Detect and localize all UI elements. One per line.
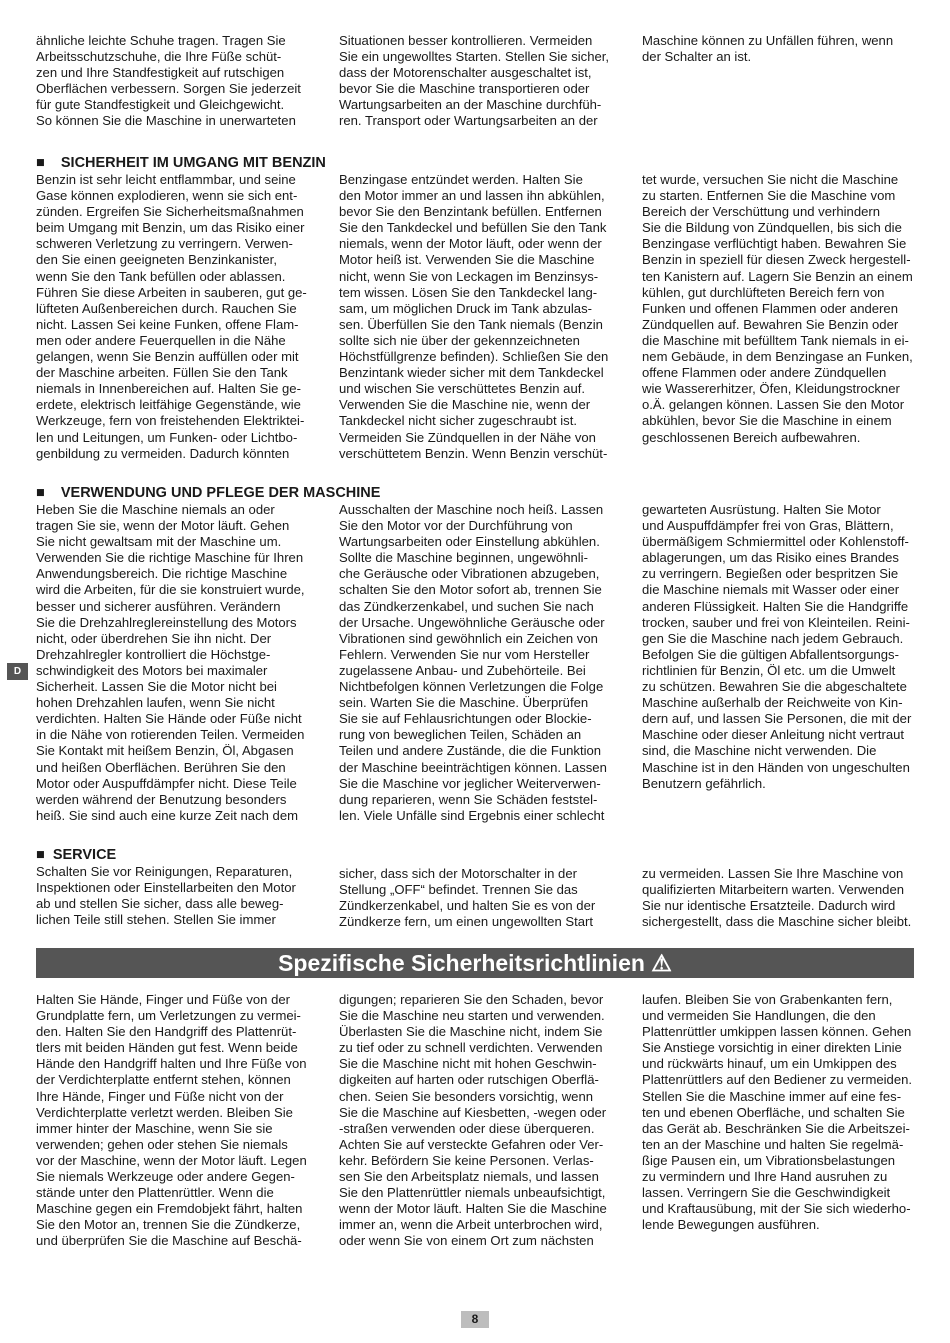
verwendung-heading: ■ VERWENDUNG UND PFLEGE DER MASCHINE — [36, 485, 381, 501]
verwendung-col-2: Ausschalten der Maschine noch heiß. Lassen Sie den Motor vor der Durchführung von Wartungsarbeiten oder Einstellung abkühlen. Sollte die Maschine beginnen, ungewöhnli- che Geräusche oder Vibrationen abzugeben, schalten Sie den Motor sofort ab, trennen Sie das Zündkerzenkabel, und suchen Sie nach der Ursache. Ungewöhnliche Geräusche oder Vibrationen sind gewöhnlich ein Zeichen von Fehlern. Verwenden Sie nur vom Hersteller zugelassene Anbau- und Zubehörteile. Bei Nichtbefolgen können Verletzungen die Folge sein. Warten Sie die Maschine. Überprüfen Sie sie auf Fehlausrichtungen oder Blockie- rung von beweglichen Teilen, Schäden an Teilen und andere Zustände, die die Funktion der Maschine beeinträchtigen können. Lassen Sie die Maschine vor jeglicher Weiterverwen- dung reparieren, wenn Sie Schäden feststel- len. Viele Unfälle sind Ergebnis einer schlecht — [339, 502, 607, 823]
language-tab: D — [7, 663, 28, 680]
service-col-3: zu vermeiden. Lassen Sie Ihre Maschine von qualifizierten Mitarbeitern warten. Verwenden Sie nur identische Ersatzteile. Dadurch wird sichergestellt, dass die Maschine sicher bleibt. — [642, 866, 912, 930]
verwendung-col-3: gewarteten Ausrüstung. Halten Sie Motor und Auspuffdämpfer frei von Gras, Blättern, übermäßigem Schmiermittel oder Kohlenstoff- ablagerungen, um das Risiko eines Brandes zu verringern. Begießen oder bespritzen Sie die Maschine niemals mit Wasser oder einer anderen Flüssigkeit. Halten Sie die Handgriffe trocken, sauber und frei von Kleinteilen. Reini- gen Sie die Maschine nach jedem Gebrauch. Befolgen Sie die gültigen Abfallentsorgungs- richtlinien für Benzin, Öl etc. um die Umwelt zu schützen. Bewahren Sie die abgeschaltete Maschine außerhalb der Reichweite von Kin- dern auf, und lassen Sie Personen, die mit der Maschine oder dieser Anleitung nicht vertraut sind, die Maschine nicht verwenden. Die Maschine ist in den Händen von ungeschulten Benutzern gefährlich. — [642, 502, 912, 791]
verwendung-col-1: Heben Sie die Maschine niemals an oder tragen Sie sie, wenn der Motor läuft. Gehen Sie nicht gewaltsam mit der Maschine um. Verwenden Sie die richtige Maschine für Ihren Anwendungsbereich. Die richtige Maschine wird die Arbeiten, für die sie konstruiert wurde, besser und sicherer ausführen. Verändern Sie die Drehzahlreglereinstellung des Motors nicht, oder überdrehen Sie ihn nicht. Der Drehzahlregler kontrolliert die Höchstge- schwindigkeit des Motors bei maximaler Sicherheit. Lassen Sie die Motor nicht bei hohen Drehzahlen laufen, wenn Sie nicht verdichten. Halten Sie Hände oder Füße nicht in die Nähe von rotierenden Teilen. Vermeiden Sie Kontakt mit heißem Benzin, Öl, Abgasen und heißen Oberflächen. Berühren Sie den Motor oder Auspuffdämpfer nicht. Diese Teile werden während der Benutzung besonders heiß. Sie sind auch eine kurze Zeit nach dem — [36, 502, 305, 823]
spezifisch-section — [36, 992, 914, 1250]
benzin-col-2: Benzingase entzündet werden. Halten Sie den Motor immer an und lassen ihn abkühlen, bevor Sie den Benzintank befüllen. Entfernen Sie den Tankdeckel und befüllen Sie den Tank niemals, wenn der Motor läuft, oder wenn der Motor heiß ist. Verwenden Sie die Maschine nicht, wenn Sie von Leckagen im Benzinsys- tem wissen. Lösen Sie den Tankdeckel lang- sam, um möglichen Druck im Tank abzulas- sen. Überfüllen Sie den Tank niemals (Benzin sollte sich nie über der gekennzeichneten Höchstfüllgrenze befinden). Schließen Sie den Benzintank wieder sicher mit dem Tankdeckel und wischen Sie verschüttetes Benzin auf. Verwenden Sie die Maschine nie, wenn der Tankdeckel nicht sicher zugeschraubt ist. Vermeiden Sie Zündquellen in der Nähe von verschüttetem Benzin. Wenn Benzin verschüt- — [339, 172, 609, 461]
intro-col-3: Maschine können zu Unfällen führen, wenn der Schalter an ist. — [642, 33, 894, 65]
service-heading: ■ SERVICE — [36, 847, 117, 863]
benzin-section — [36, 155, 914, 462]
intro-col-1: ähnliche leichte Schuhe tragen. Tragen Sie Arbeitsschutzschuhe, die Ihre Füße schüt- zen und Ihre Standfestigkeit auf rutschigen Oberflächen verbessern. Sorgen Sie jederzeit für gute Standfestigkeit und Gleichgewicht. So können Sie die Maschine in unerwarteten — [36, 33, 301, 129]
spezifisch-col-2: digungen; reparieren Sie den Schaden, bevor Sie die Maschine neu starten und verwenden. Überlasten Sie die Maschine nicht, indem Sie zu tief oder zu schnell verdichten. Verwenden Sie die Maschine nicht mit hohen Geschwin- digkeiten auf harten oder rutschigen Oberflä- chen. Seien Sie besonders vorsichtig, wenn Sie die Maschine auf Kiesbetten, -wegen oder -straßen verwenden oder diese überqueren. Achten Sie auf versteckte Gefahren oder Ver- kehr. Befördern Sie keine Personen. Verlas- sen Sie den Arbeitsplatz niemals, und lassen Sie den Plattenrüttler niemals unbeaufsichtigt, wenn der Motor läuft. Halten Sie die Maschine immer an, wenn die Arbeit unterbrochen wird, oder wenn Sie von einem Ort zum nächsten — [339, 992, 607, 1249]
spezifisch-banner: Spezifische Sicherheitsrichtlinien ⚠ — [36, 948, 914, 978]
spezifisch-col-1: Halten Sie Hände, Finger und Füße von der Grundplatte fern, um Verletzungen zu vermei- den. Halten Sie den Handgriff des Plattenrüt- tlers mit beiden Händen gut fest. Wenn beide Hände den Handgriff halten und Ihre Füße von der Verdichterplatte entfernt stehen, können Ihre Hände, Finger und Füße nicht von der Verdichterplatte verletzt werden. Bleiben Sie immer hinter der Maschine, wenn Sie sie verwenden; gehen oder stehen Sie niemals vor der Maschine, wenn der Motor läuft. Legen Sie niemals Werkzeuge oder andere Gegen- stände unter den Plattenrüttler. Wenn die Maschine gegen ein Fremdobjekt fährt, halten Sie den Motor an, trennen Sie die Zündkerze, und überprüfen Sie die Maschine auf Beschä- — [36, 992, 307, 1249]
intro-col-2: Situationen besser kontrollieren. Vermeiden Sie ein ungewolltes Starten. Stellen Sie sicher, dass der Motorenschalter ausgeschaltet ist, bevor Sie die Maschine transportieren oder Wartungsarbeiten an der Maschine durchfüh- ren. Transport oder Wartungsarbeiten an der — [339, 33, 610, 129]
page-number: 8 — [461, 1311, 489, 1328]
benzin-col-1: Benzin ist sehr leicht entflammbar, und seine Gase können explodieren, wenn sie sich ent- zünden. Ergreifen Sie Sicherheitsmaßnahmen beim Umgang mit Benzin, um das Risiko einer schweren Verletzung zu verringern. Verwen- den Sie einen geeigneten Benzinkanister, wenn Sie den Tank befüllen oder ablassen. Führen Sie diese Arbeiten in sauberen, gut ge- lüfteten Außenbereichen durch. Rauchen Sie nicht. Lassen Sei keine Funken, offene Flam- men oder andere Feuerquellen in die Nähe gelangen, wenn Sie Benzin auffüllen oder mit der Maschine arbeiten. Füllen Sie den Tank niemals in Innenbereichen auf. Halten Sie ge- erdete, elektrisch leitfähige Gegenstände, wie Werkzeuge, fern von freistehenden Elektriktei- len und Leitungen, um Funken- oder Lichtbo- genbildung zu vermeiden. Dadurch könnten — [36, 172, 307, 461]
service-col-1: Schalten Sie vor Reinigungen, Reparaturen, Inspektionen oder Einstellarbeiten den Motor ab und stellen Sie sicher, dass alle beweg- lichen Teile still stehen. Stellen Sie immer — [36, 864, 296, 928]
service-section — [36, 847, 914, 930]
verwendung-section — [36, 485, 914, 824]
benzin-col-3: tet wurde, versuchen Sie nicht die Maschine zu starten. Entfernen Sie die Maschine vom Bereich der Verschüttung und verhindern Sie die Bildung von Zündquellen, bis sich die Benzingase verflüchtigt haben. Bewahren Sie Benzin in speziell für diesen Zweck hergestell- ten Kanistern auf. Lagern Sie Benzin an einem kühlen, gut durchlüfteten Bereich fern von Funken und offenen Flammen oder anderen Zündquellen auf. Bewahren Sie Benzin oder die Maschine mit befülltem Tank niemals in ei- nem Gebäude, in dem Benzingase an Funken, offene Flammen oder andere Zündquellen wie Wassererhitzer, Öfen, Kleidungstrockner o.Ä. gelangen können. Lassen Sie den Motor abkühlen, bevor Sie die Maschine in einem geschlossenen Bereich aufbewahren. — [642, 172, 913, 445]
benzin-heading: ■ SICHERHEIT IM UMGANG MIT BENZIN — [36, 155, 326, 171]
spezifisch-col-3: laufen. Bleiben Sie von Grabenkanten fern, und vermeiden Sie Handlungen, die den Plattenrüttler umkippen lassen können. Gehen Sie Anstiege vorsichtig in einer direkten Linie und rückwärts hinauf, um ein Umkippen des Plattenrüttlers auf den Bediener zu vermeiden. Stellen Sie die Maschine immer auf eine fes- ten und ebenen Oberfläche, und schalten Sie das Gerät ab. Beschränken Sie die Arbeitszei- ten an der Maschine und halten Sie regelmä- ßige Pausen ein, um Vibrationsbelastungen zu vermindern und Ihre Hand ausruhen zu lassen. Verringern Sie die Geschwindigkeit und Kraftausübung, mit der Sie sich wiederho- lende Bewegungen ausführen. — [642, 992, 913, 1233]
intro-section — [36, 33, 914, 130]
service-col-2: sicher, dass sich der Motorschalter in der Stellung „OFF“ befindet. Trennen Sie das Zündkerzenkabel, und halten Sie es von der Zündkerze fern, um einen ungewollten Start — [339, 866, 596, 930]
